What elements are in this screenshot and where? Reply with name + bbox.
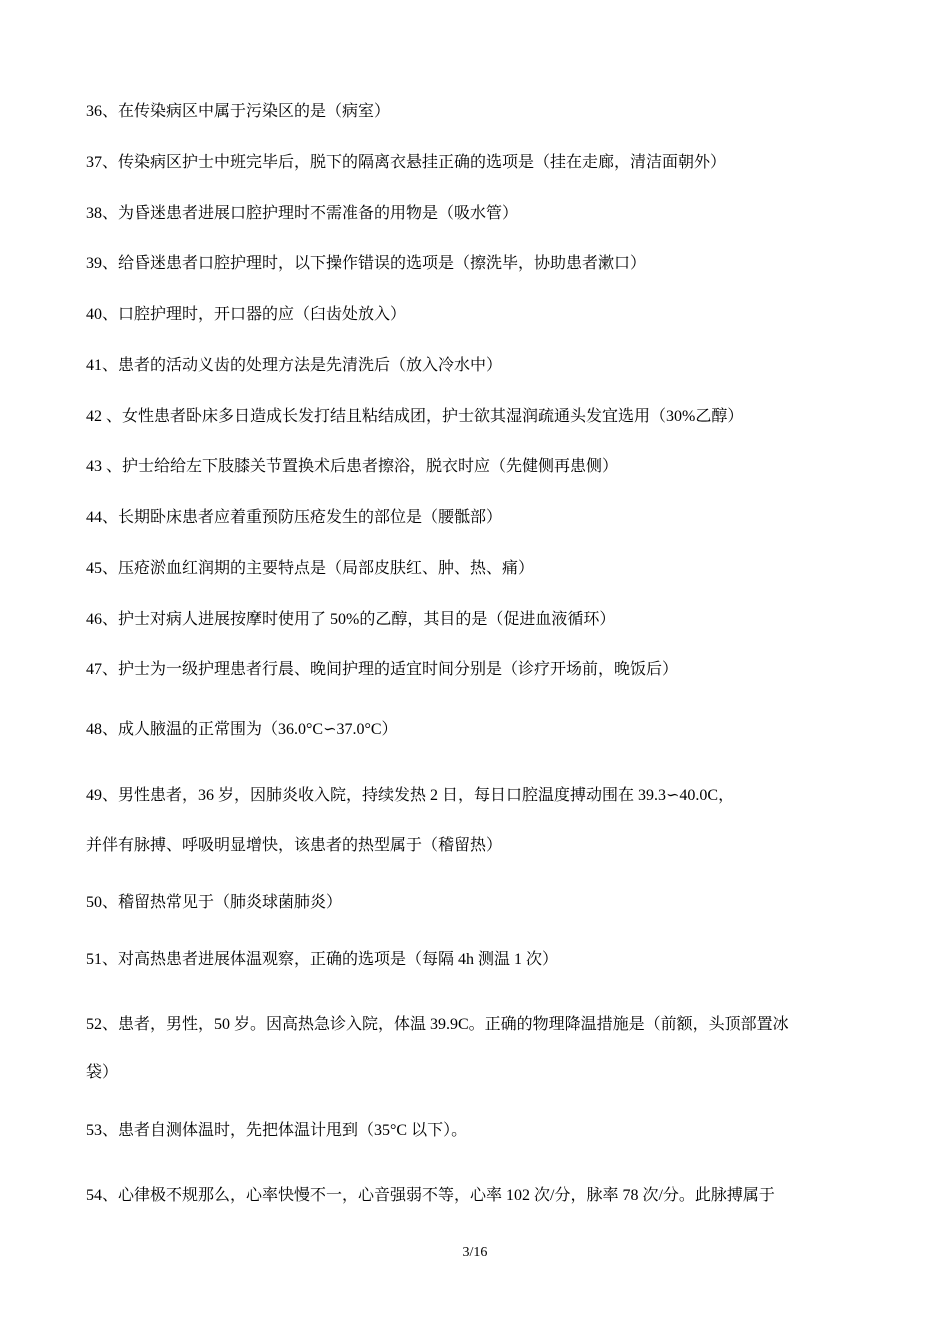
question-43: 43 、护士给给左下肢膝关节置换术后患者擦浴，脱衣时应（先健侧再患侧）: [86, 458, 619, 475]
question-52-line-2: 袋）: [86, 1064, 119, 1081]
question-46: 46、护士对病人进展按摩时使用了 50%的乙醇，其目的是（促进血液循环）: [86, 611, 616, 628]
question-51: 51、对高热患者进展体温观察，正确的选项是（每隔 4h 测温 1 次）: [86, 951, 559, 968]
page-number: 3/16: [462, 1245, 488, 1260]
question-40: 40、口腔护理时，开口器的应（臼齿处放入）: [86, 306, 407, 323]
question-47: 47、护士为一级护理患者行晨、晚间护理的适宜时间分别是（诊疗开场前，晚饭后）: [86, 661, 679, 678]
question-39: 39、给昏迷患者口腔护理时，以下操作错误的选项是（擦洗毕，协助患者漱口）: [86, 255, 647, 272]
question-41: 41、患者的活动义齿的处理方法是先清洗后（放入冷水中）: [86, 357, 503, 374]
question-48: 48、成人腋温的正常围为（36.0°C∽37.0°C）: [86, 721, 398, 738]
question-44: 44、长期卧床患者应着重预防压疮发生的部位是（腰骶部）: [86, 509, 503, 526]
question-42: 42 、女性患者卧床多日造成长发打结且粘结成团，护士欲其湿润疏通头发宜选用（30%乙醇）: [86, 408, 744, 425]
question-37: 37、传染病区护士中班完毕后，脱下的隔离衣悬挂正确的选项是（挂在走廊，清洁面朝外）: [86, 154, 727, 171]
question-38: 38、为昏迷患者进展口腔护理时不需准备的用物是（吸水管）: [86, 205, 519, 222]
question-49-line-1: 49、男性患者，36 岁，因肺炎收入院，持续发热 2 日，每日口腔温度搏动围在 39.3∽40.0C，: [86, 787, 735, 804]
question-54: 54、心律极不规那么，心率快慢不一，心音强弱不等，心率 102 次/分，脉率 78 次/分。此脉搏属于: [86, 1187, 775, 1204]
question-53: 53、患者自测体温时，先把体温计甩到（35°C 以下）。: [86, 1122, 468, 1139]
question-49-line-2: 并伴有脉搏、呼吸明显增快，该患者的热型属于（稽留热）: [86, 837, 503, 854]
question-52-line-1: 52、患者，男性，50 岁。因高热急诊入院，体温 39.9C。正确的物理降温措施是（前额，头顶部置冰: [86, 1016, 789, 1033]
question-45: 45、压疮淤血红润期的主要特点是（局部皮肤红、肿、热、痛）: [86, 560, 535, 577]
question-36: 36、在传染病区中属于污染区的是（病室）: [86, 103, 391, 120]
question-50: 50、稽留热常见于（肺炎球菌肺炎）: [86, 894, 343, 911]
